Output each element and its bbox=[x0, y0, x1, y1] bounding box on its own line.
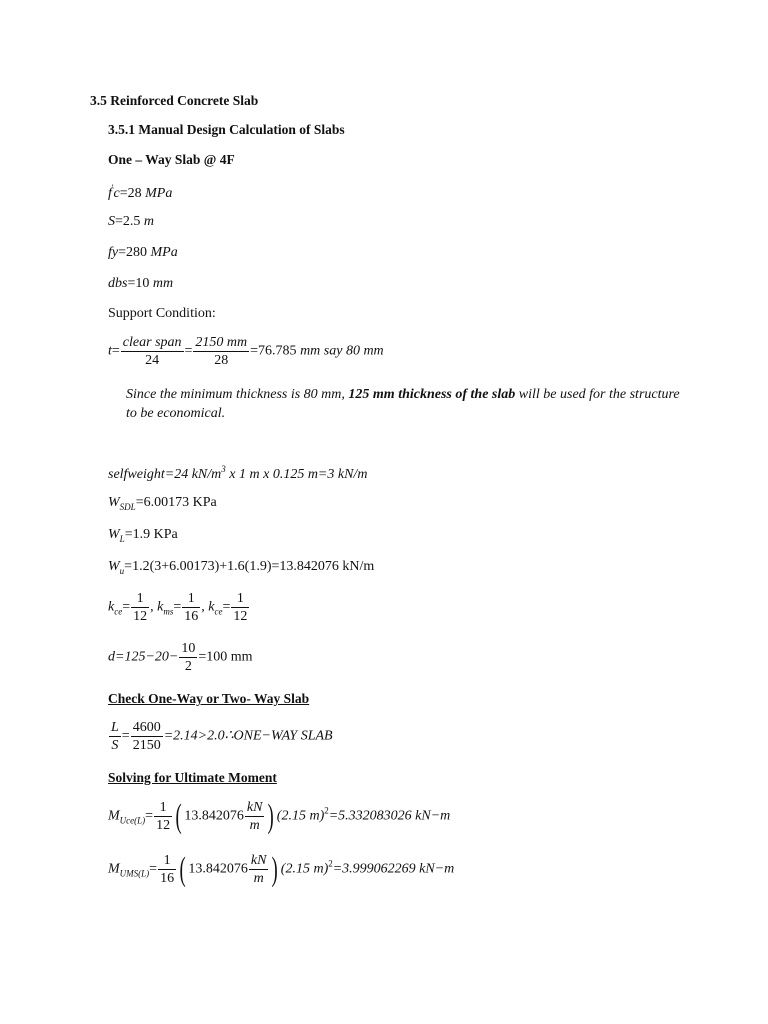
wu-equation: $W_u=1.2(3+6.00173)+1.6(1.9)=13.842076$ kN/m bbox=[108, 559, 375, 576]
moment2-coefficient: $\frac{1}{16}$ bbox=[160, 853, 175, 886]
section-heading: 3.5 Reinforced Concrete Slab bbox=[90, 93, 259, 108]
fy-equation: fy=280 MPa bbox=[108, 245, 178, 260]
thickness-lhs: t bbox=[108, 343, 112, 359]
slab-title: One – Way Slab @ 4F bbox=[108, 152, 235, 167]
k3-fraction: $\frac{1}{12}$ bbox=[233, 591, 248, 624]
s-equation: S=2.5 m bbox=[108, 214, 155, 229]
ls-values-fraction: $\frac{4600}{2150}$ bbox=[132, 720, 161, 753]
fc-unit: MPa bbox=[145, 186, 173, 201]
k2-fraction: $\frac{1}{16}$ bbox=[184, 591, 199, 624]
ls-fraction: $\frac{L}{S}$ bbox=[111, 720, 119, 753]
d-fraction: $\frac{10}{2}$ bbox=[181, 641, 196, 674]
fy-unit: MPa bbox=[150, 245, 178, 260]
fc-equation: f'c=28 MPa bbox=[108, 183, 173, 201]
k-factors-equation: $k_{ce}=$ $\frac{1}{12}$ , $k_{ms}=$ $\frac{1}{16}$ , $k_{ce}=$ $\frac{1}{12}$ bbox=[108, 591, 248, 624]
fc-value: 28 bbox=[127, 186, 142, 201]
s-value: 2.5 bbox=[122, 214, 141, 229]
thickness-fraction-2: $\frac{2150 mm}{28}$ bbox=[195, 335, 248, 368]
note-bold: 125 mm thickness of the slab bbox=[348, 387, 516, 402]
dbs-value: 10 bbox=[135, 276, 150, 291]
thickness-equation: t= $\frac{\text{clear span}}{24}$ = $\frac{2150 mm}{28}$ =76.785 mm say 80 mm bbox=[108, 335, 384, 368]
thickness-result: =76.785 bbox=[250, 343, 297, 359]
d-equation: d=125−20− $\frac{10}{2}$ =100 mm bbox=[108, 641, 253, 674]
fy-value: 280 bbox=[126, 245, 148, 260]
support-condition-label: Support Condition: bbox=[108, 306, 216, 321]
moment2-unit: $\frac{kN}{m}$ bbox=[250, 853, 267, 886]
moment1-unit: $\frac{kN}{m}$ bbox=[246, 800, 263, 833]
wsdl-equation: $W_{SDL}=6.00173$ KPa bbox=[108, 495, 217, 512]
dbs-equation: dbs=10 mm bbox=[108, 276, 174, 291]
moment-ums-equation: $M_{UMS(L)}=$ $\frac{1}{16}$ ( 13.842076 $\frac{kN}{m}$ ) (2.15 m)$^2$=3.999062269 kN−m bbox=[108, 850, 455, 888]
moment1-coefficient: $\frac{1}{12}$ bbox=[156, 800, 171, 833]
solving-heading: Solving for Ultimate Moment bbox=[108, 770, 277, 785]
ls-equation: $\frac{L}{S}$ = $\frac{4600}{2150}$ =2.14>2.0∴ONE−WAY SLAB bbox=[111, 720, 333, 753]
k1-fraction: $\frac{1}{12}$ bbox=[133, 591, 148, 624]
thickness-note: Since the minimum thickness is 80 mm, 125 mm thickness of the slab will be used for the structure to be economical. bbox=[126, 387, 680, 421]
dbs-unit: mm bbox=[152, 276, 174, 291]
wl-equation: $W_L=1.9$ KPa bbox=[108, 527, 178, 544]
subsection-heading: 3.5.1 Manual Design Calculation of Slabs bbox=[108, 122, 345, 137]
thickness-fraction-1: $\frac{\text{clear span}}{24}$ bbox=[122, 335, 182, 368]
moment-uce-equation: $M_{Uce(L)}=$ $\frac{1}{12}$ ( 13.842076 $\frac{kN}{m}$ ) (2.15 m)$^2$=5.332083026 kN−m bbox=[108, 797, 451, 835]
s-unit: m bbox=[143, 214, 155, 229]
check-heading: Check One-Way or Two- Way Slab bbox=[108, 691, 310, 706]
selfweight-equation: selfweight=24 $kN/m^3$ x 1 m x 0.125 m=3 kN/m bbox=[108, 464, 368, 482]
thickness-unit: mm say 80 mm bbox=[300, 343, 384, 359]
